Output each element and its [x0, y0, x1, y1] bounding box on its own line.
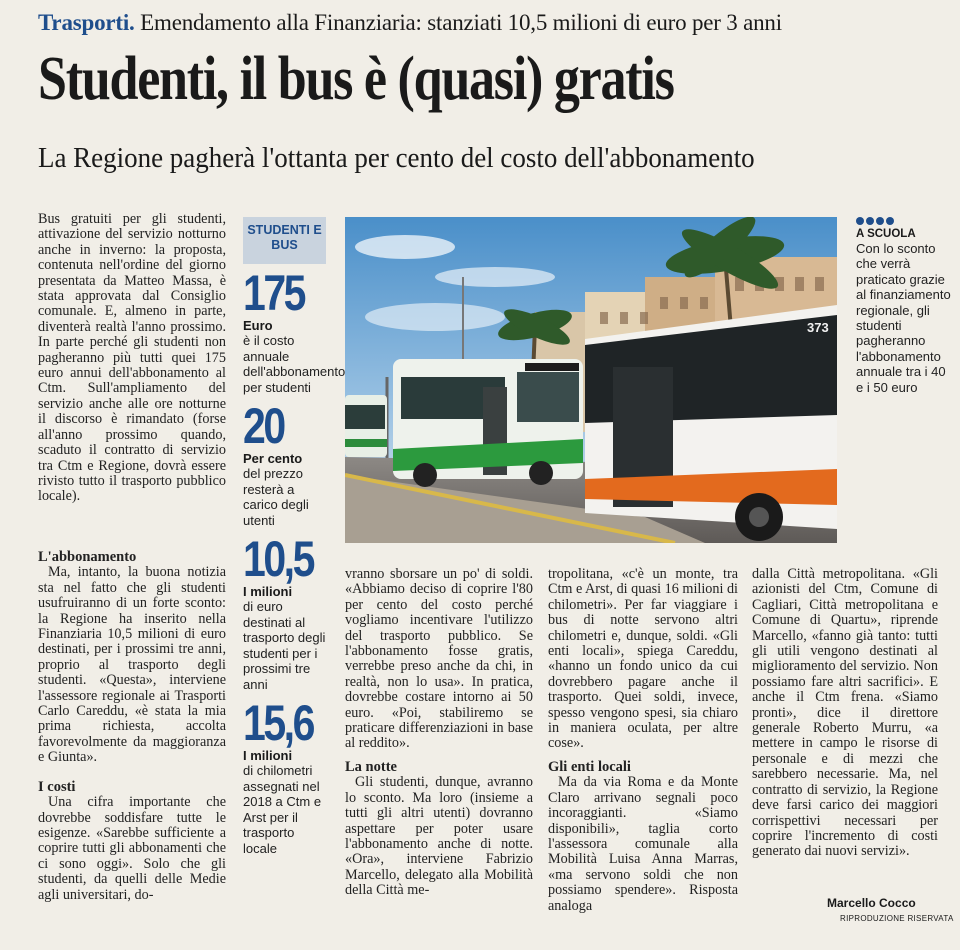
factbox-unit: I milioni	[243, 748, 293, 763]
bus-number: 373	[807, 320, 829, 335]
factbox-item	[243, 398, 326, 528]
byline: Marcello Cocco	[827, 896, 916, 910]
section-heading: La notte	[345, 758, 397, 775]
section-heading: I costi	[38, 778, 76, 795]
article-paragraph: Ma da via Roma e da Monte Claro arrivano segnali poco incoraggianti. «Siamo disponibili», taglia corto l'assessora comunale alla Mobilità Luisa Anna Marras, «ma servono soldi che non possiamo spendere». Risposta analoga	[548, 774, 738, 914]
factbox-unit: Per cento	[243, 451, 303, 466]
article-paragraph: tropolitana, «c'è un monte, tra Ctm e Arst, di quasi 16 milioni di chilometri». Per far viaggiare i bus di notte servono altri chilometri e, dunque, soldi. «Gli enti locali», spiega Careddu, «hanno un fondo unico da cui dovrebbero pagare anche il trasporto. Quei soldi, invece, spesso vengono spesi, sia chiaro in maniera oculata, per altre cose».	[548, 566, 738, 752]
section-heading: Gli enti locali	[548, 758, 631, 775]
kicker	[38, 10, 782, 36]
caption-text: Con lo sconto che verrà praticato grazie al finanziamento regionale, gli studenti pagheranno l'abbonamento annuale tra i 40 e i 50 euro	[856, 241, 951, 395]
factbox-number: 15,6	[243, 695, 313, 751]
article-column-5	[752, 567, 938, 860]
photo-caption	[856, 217, 956, 395]
factbox-description: è il costo annuale dell'abbonamento per studenti	[243, 333, 346, 395]
bus-photo	[345, 217, 837, 543]
caption-dots-icon	[856, 217, 956, 225]
section-heading: L'abbonamento	[38, 549, 137, 565]
article-paragraph: Ma, intanto, la buona notizia sta nel fatto che gli studenti usufruiranno di un forte sconto: la Regione ha inserito nella Finanziaria 10,5 milioni di euro destinati, per i prossimi tre anni, proprio al trasporto degli studenti. «Questa», interviene l'assessore regionale ai Trasporti Carlo Careddu, «è stata la mia prima richiesta, accolta favorevolmente da maggioranza e Giunta».	[38, 564, 226, 766]
article-paragraph: Gli studenti, dunque, avranno lo sconto. Ma loro (insieme a tutti gli altri utenti) dovranno aspettare per poter usare l'abbonamento anche di notte. «Ora», interviene Fabrizio Marcello, delegato alla Mobilità della Città me-	[345, 774, 533, 899]
article-column-3	[345, 567, 533, 899]
subheadline: La Regione pagherà l'ottanta per cento del costo dell'abbonamento	[38, 142, 755, 174]
factbox-unit: I milioni	[243, 584, 293, 599]
factbox-number: 10,5	[243, 531, 313, 587]
factbox-number: 20	[243, 398, 284, 454]
section-label: Trasporti.	[38, 10, 135, 35]
factbox-item	[243, 531, 326, 692]
factbox-description: di euro destinati al trasporto degli studenti per i prossimi tre anni	[243, 599, 326, 692]
factbox-heading: STUDENTI E BUS	[243, 217, 326, 264]
article-paragraph: Bus gratuiti per gli studenti, attivazione del servizio notturno anche in inverno: la proposta, contenuta nell'ordine del giorno presentata da Matteo Massa, è stata approvata dal Consiglio comunale. E, almeno in parte, diventerà realtà l'anno prossimo. In parte perché gli studenti non pagheranno più tutti quei 175 euro annui dell'abbonamento al Ctm. Sull'ampliamento del servizio anche alle ore notturne il discorso è rimandato (forse all'anno prossimo quando, scaduto il contratto di servizio tra Ctm e Regione, dovrà essere rivisto tutto il trasporto pubblico locale).	[38, 211, 226, 505]
article-paragraph: Una cifra importante che dovrebbe soddisfare tutte le esigenze. «Sarebbe sufficiente a coprire tutti gli abbonamenti che ci sono oggi». Solo che gli studenti, da quelli delle Medie agli universitari, do-	[38, 794, 226, 903]
factbox-item	[243, 265, 346, 395]
article-column-1-continued	[38, 546, 226, 903]
kicker-text: Emendamento alla Finanziaria: stanziati 10,5 milioni di euro per 3 anni	[140, 10, 782, 35]
factbox-item	[243, 695, 326, 856]
article-column-4	[548, 567, 738, 914]
caption-title: A SCUOLA	[856, 228, 916, 240]
factbox	[243, 217, 346, 862]
copyright-notice: RIPRODUZIONE RISERVATA	[840, 914, 954, 923]
factbox-unit: Euro	[243, 318, 273, 333]
article-paragraph: dalla Città metropolitana. «Gli azionisti del Ctm, Comune di Cagliari, Città metropolitana e Comune di Quartu», riprende Marcello, «fanno già tanto: tutti gli utili vengono destinati al miglioramento del servizio. Non possiamo fare altri sacrifici». E anche il Ctm frena. «Siamo pronti», dice il direttore generale Roberto Murru, «a mettere in campo le risorse di personale e di mezzi che sarebbero necessarie. Ma, nel contratto di servizio, la Regione deve farsi carico dei maggiori corrispettivi necessari per coprire l'incremento di costi generato dai nuovi servizi».	[752, 566, 938, 860]
factbox-description: del prezzo resterà a carico degli utenti	[243, 466, 309, 528]
article-column-1	[38, 212, 226, 505]
article-paragraph: vranno sborsare un po' di soldi. «Abbiamo deciso di coprire l'80 per cento del costo perché vogliamo incentivare l'utilizzo del trasporto pubblico. Se l'abbonamento fosse gratis, verrebbe preso anche da chi, in realtà, non lo usa». In pratica, dovrebbe costare intorno ai 50 euro. «Poi, stabiliremo se praticare differenziazioni in base al reddito».	[345, 566, 533, 752]
headline: Studenti, il bus è (quasi) gratis	[38, 45, 674, 113]
factbox-number: 175	[243, 265, 305, 321]
factbox-description: di chilometri assegnati nel 2018 a Ctm e Arst per il trasporto locale	[243, 763, 322, 856]
